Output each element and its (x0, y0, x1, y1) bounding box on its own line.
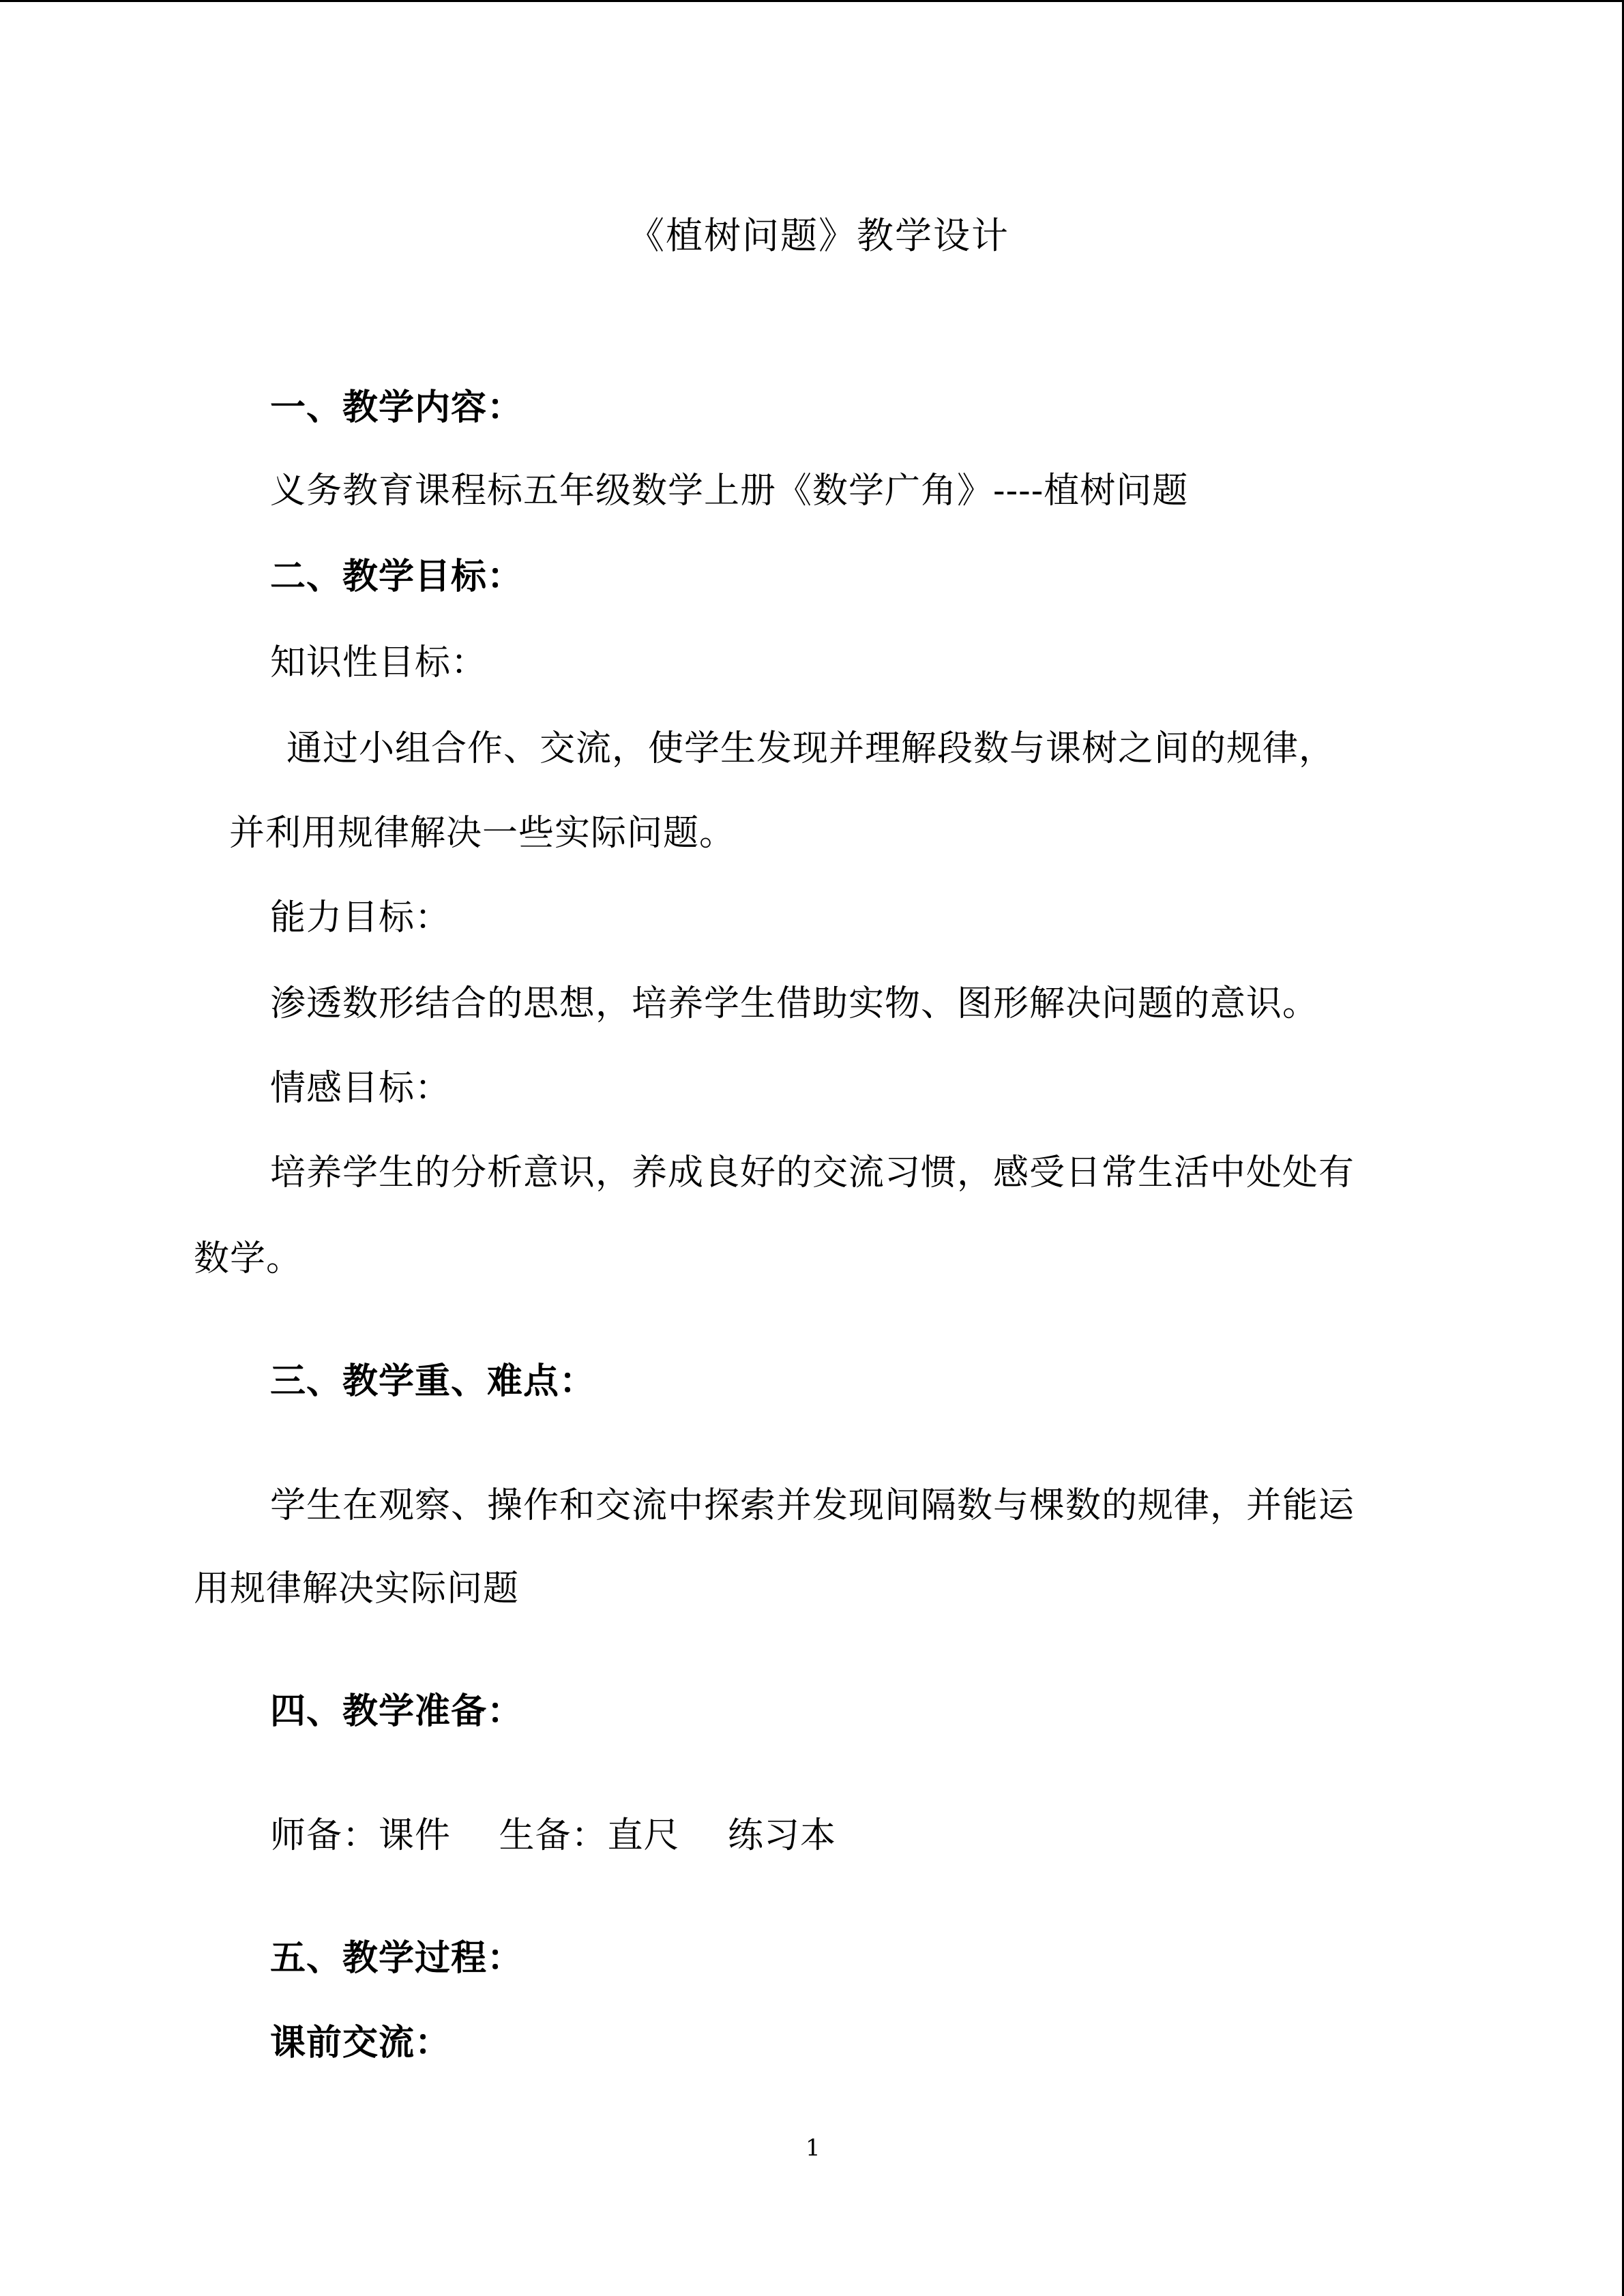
knowledge-goal-line-2: 并利用规律解决一些实际问题。 (229, 813, 736, 854)
section-preparation-heading: 四、教学准备： (270, 1690, 524, 1732)
section-key-points-heading: 三、教学重、难点： (270, 1360, 596, 1402)
section-goals-heading: 二、教学目标： (270, 556, 524, 597)
section-content-heading: 一、教学内容： (270, 387, 524, 428)
ability-goal-label: 能力目标： (270, 897, 452, 938)
key-points-line-1: 学生在观察、操作和交流中探索并发现间隔数与棵数的规律，并能运 (270, 1485, 1355, 1526)
emotion-goal-line-1: 培养学生的分析意识，养成良好的交流习惯，感受日常生活中处处有 (270, 1152, 1355, 1193)
ability-goal-text: 渗透数形结合的思想，培养学生借助实物、图形解决问题的意识。 (270, 983, 1319, 1024)
knowledge-goal-line-1: 通过小组合作、交流，使学生发现并理解段数与课树之间的规律， (286, 728, 1335, 769)
section-content-text: 义务教育课程标五年级数学上册《数学广角》----植树问题 (270, 471, 1189, 511)
emotion-goal-label: 情感目标： (270, 1068, 452, 1109)
emotion-goal-line-2: 数学。 (194, 1238, 303, 1279)
page-number: 1 (806, 2134, 821, 2162)
document-title: 《植树问题》教学设计 (628, 214, 1009, 257)
pre-class-exchange-heading: 课前交流： (270, 2022, 452, 2063)
page-border-top (0, 0, 1624, 2)
knowledge-goal-label: 知识性目标： (270, 642, 488, 683)
preparation-text: 师备：课件 生备：直尺 练习本 (270, 1815, 837, 1856)
section-process-heading: 五、教学过程： (270, 1937, 524, 1979)
key-points-line-2: 用规律解决实际问题 (194, 1568, 520, 1609)
